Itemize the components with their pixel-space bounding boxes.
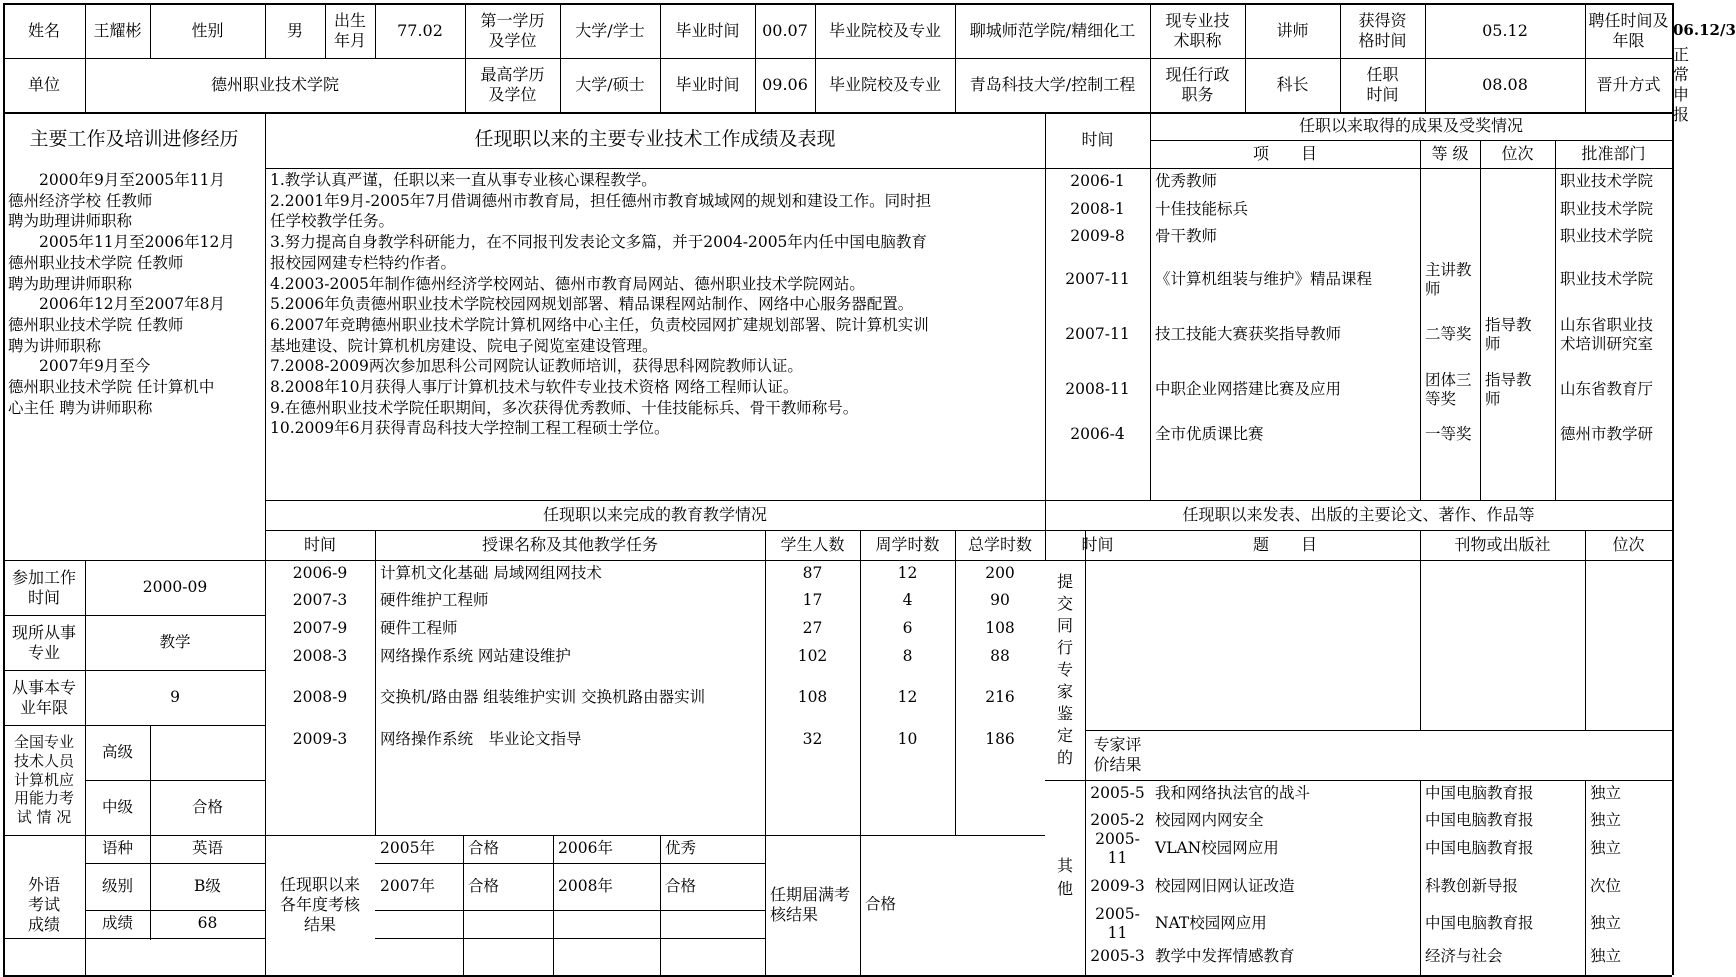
award-dept: 职业技术学院 <box>1560 227 1654 246</box>
awards-col-header: 等 级 <box>1431 144 1469 163</box>
award-level: 一等奖 <box>1425 425 1472 444</box>
assessment-cell: 2008年 <box>558 876 613 895</box>
middle-label: 中级 <box>101 797 133 816</box>
work-history-line: 德州经济学校 任教师 <box>8 191 153 210</box>
lang-level-label: 级别 <box>101 876 133 895</box>
header-cell: 聊城师范学院/精细化工 <box>969 20 1136 40</box>
teaching-total: 216 <box>985 687 1015 706</box>
award-dept: 山东省职业技 术培训研究室 <box>1560 315 1654 353</box>
teaching-students: 17 <box>802 591 823 610</box>
submit-expert-label: 提 交 同 行 专 家 鉴 定 的 <box>1056 571 1073 768</box>
teaching-course: 计算机文化基础 局域网组网技术 <box>380 563 602 582</box>
work-history-line: 德州职业技术学院 任教师 <box>8 315 184 334</box>
achievement-line: 2.2001年9月-2005年7月借调德州市教育局，担任德州市教育城域网的规划和建设工作。同时担 <box>270 191 932 210</box>
work-history-line: 聘为助理讲师职称 <box>8 212 133 231</box>
work-history-line: 心主任 聘为讲师职称 <box>8 398 153 417</box>
header-cell: 任职 时间 <box>1366 65 1399 104</box>
teaching-total: 88 <box>990 646 1010 665</box>
paper-publisher: 科教创新导报 <box>1425 876 1519 895</box>
teaching-col-header: 授课名称及其他教学任务 <box>481 535 658 554</box>
awards-col-header: 批准部门 <box>1581 144 1646 163</box>
header-cell: 现任行政 职务 <box>1165 65 1230 104</box>
header-cell: 男 <box>286 20 303 40</box>
work-history-line: 聘为助理讲师职称 <box>8 274 133 293</box>
teaching-students: 102 <box>797 646 828 665</box>
teaching-col-header: 总学时数 <box>967 535 1032 554</box>
teaching-col-header: 周学时数 <box>875 535 940 554</box>
award-time: 2008-11 <box>1065 380 1130 399</box>
header-cell: 大学/硕士 <box>575 75 645 94</box>
expert-eval-label: 专家评 价结果 <box>1093 735 1142 774</box>
teaching-course: 网络操作系统 网站建设维护 <box>380 646 571 665</box>
teaching-course: 硬件工程师 <box>380 619 458 638</box>
grid-line-v <box>1585 530 1586 730</box>
teaching-course: 硬件维护工程师 <box>380 591 489 610</box>
work-history-line: 德州职业技术学院 任计算机中 <box>8 378 215 397</box>
join-work-label: 参加工作 时间 <box>11 567 76 607</box>
assessment-cell: 2007年 <box>380 876 435 895</box>
header-cell: 讲师 <box>1276 20 1309 40</box>
assessment-cell: 优秀 <box>665 839 697 858</box>
award-item: 十佳技能标兵 <box>1155 200 1249 219</box>
paper-title: NAT校园网应用 <box>1155 914 1267 933</box>
award-rank <box>1481 421 1554 449</box>
major-value: 教学 <box>159 632 191 651</box>
award-dept: 职业技术学院 <box>1560 200 1654 219</box>
term-assessment-label: 任期届满考 核结果 <box>770 885 851 924</box>
award-time: 2007-11 <box>1065 325 1130 344</box>
award-level <box>1421 169 1479 195</box>
work-history-line: 聘为讲师职称 <box>8 336 102 355</box>
grid-line-h <box>375 938 765 939</box>
award-time: 2006-1 <box>1070 172 1125 191</box>
header-cell: 77.02 <box>397 20 443 40</box>
award-dept: 山东省教育厅 <box>1560 380 1654 399</box>
award-dept: 职业技术学院 <box>1560 172 1654 191</box>
header-cell: 大学/学士 <box>575 20 645 40</box>
award-dept: 职业技术学院 <box>1560 270 1654 289</box>
header-cell: 08.08 <box>1482 75 1528 94</box>
teaching-weekly: 10 <box>897 730 918 749</box>
achievement-line: 10.2009年6月获得青岛科技大学控制工程工程硕士学位。 <box>270 419 670 438</box>
assessment-cell: 合格 <box>468 876 500 895</box>
achievement-line: 3.努力提高自身教学科研能力，在不同报刊发表论文多篇，并于2004-2005年内任中国电脑教育 <box>270 233 927 252</box>
teaching-students: 87 <box>802 563 823 582</box>
paper-time: 2005-3 <box>1090 946 1145 965</box>
work-history-text <box>5 170 263 525</box>
award-rank <box>1481 251 1554 309</box>
teaching-weekly: 6 <box>902 619 913 638</box>
award-rank: 指导教 师 <box>1485 315 1532 353</box>
papers-col-header: 题 目 <box>1252 535 1317 554</box>
senior-value <box>151 726 264 779</box>
award-time: 2008-1 <box>1070 200 1125 219</box>
header-cell: 科长 <box>1276 75 1309 94</box>
award-item: 全市优质课比赛 <box>1155 425 1264 444</box>
paper-rank: 独立 <box>1590 783 1622 802</box>
award-rank: 指导教 师 <box>1485 370 1532 408</box>
teaching-time: 2007-9 <box>292 619 348 638</box>
assessment-cell: 合格 <box>665 876 697 895</box>
computer-exam-label: 全国专业 技术人员 计算机应 用能力考 试 情 况 <box>13 733 74 827</box>
achievements-text <box>267 170 1043 490</box>
paper-time: 2009-3 <box>1090 876 1145 895</box>
achievement-line: 9.在德州职业技术学院任职期间，多次获得优秀教师、十佳技能标兵、骨干教师称号。 <box>270 398 859 417</box>
teaching-title: 任现职以来完成的教育教学情况 <box>542 505 767 524</box>
papers-title: 任现职以来发表、出版的主要论文、著作、作品等 <box>1182 505 1535 524</box>
achievement-line: 7.2008-2009两次参加思科公司网院认证教师培训，获得思科网院教师认证。 <box>270 357 803 376</box>
major-label: 现所从事 专业 <box>11 622 76 662</box>
paper-time: 2005-11 <box>1095 829 1140 867</box>
teaching-total: 186 <box>985 730 1015 749</box>
paper-title: 校园网内网安全 <box>1155 811 1264 830</box>
award-item: 技工技能大赛获奖指导教师 <box>1155 325 1342 344</box>
paper-publisher: 中国电脑教育报 <box>1425 914 1534 933</box>
teaching-total: 108 <box>985 619 1015 638</box>
paper-time: 2005-11 <box>1095 904 1140 942</box>
other-papers-label: 其 他 <box>1056 856 1073 898</box>
header-cell: 毕业时间 <box>675 75 740 94</box>
award-rank <box>1481 169 1554 195</box>
work-history-line: 2006年12月至2007年8月 <box>8 295 225 314</box>
award-rank <box>1481 225 1554 249</box>
header-cell: 第一学历 及学位 <box>480 10 545 50</box>
work-history-line: 2007年9月至今 <box>8 357 151 376</box>
grid-line-v <box>1672 3 1674 975</box>
teaching-course: 交换机/路由器 组装维护实训 交换机路由器实训 <box>380 687 706 706</box>
header-cell: 最高学历 及学位 <box>480 65 545 104</box>
teaching-time: 2006-9 <box>292 563 348 582</box>
achievement-line: 报校园网建专栏特约作者。 <box>270 253 457 272</box>
assessment-cell: 2005年 <box>380 839 435 858</box>
papers-col-header: 位次 <box>1612 535 1645 554</box>
assessment-cell: 合格 <box>468 839 500 858</box>
lang-type-value: 英语 <box>191 839 223 858</box>
award-item: 优秀教师 <box>1155 172 1218 191</box>
header-cell: 06.12/3 <box>1673 21 1736 40</box>
papers-col-header: 时间 <box>1081 535 1114 554</box>
awards-title: 任职以来取得的成果及受奖情况 <box>1298 116 1523 135</box>
work-history-line: 2000年9月至2005年11月 <box>8 171 225 189</box>
award-item: 《计算机组装与维护》精品课程 <box>1155 270 1373 289</box>
header-cell: 性别 <box>191 20 224 40</box>
award-dept: 德州市教学研 <box>1560 425 1654 444</box>
award-time: 2007-11 <box>1065 270 1130 289</box>
foreign-lang-label: 外语 考试 成绩 <box>27 875 60 934</box>
header-cell: 毕业院校及专业 <box>828 75 941 94</box>
lang-level-value: B级 <box>194 876 221 895</box>
lang-type-label: 语种 <box>101 839 133 858</box>
achievement-line: 8.2008年10月获得人事厅计算机技术与软件专业技术资格 网络工程师认证。 <box>270 378 799 397</box>
awards-col-header: 位次 <box>1501 144 1534 163</box>
achievement-line: 5.2006年负责德州职业技术学院校园网规划部署、精品课程网站制作、网络中心服务器配置。 <box>270 295 914 314</box>
paper-title: VLAN校园网应用 <box>1155 839 1279 858</box>
header-cell: 毕业院校及专业 <box>828 20 941 40</box>
header-cell: 姓名 <box>27 20 60 40</box>
grid-line-v <box>1420 530 1421 730</box>
achievement-line: 4.2003-2005年制作德州经济学校网站、德州市教育局网站、德州职业技术学院网站。 <box>270 274 865 293</box>
header-cell: 正常申报 <box>1673 45 1690 124</box>
header-cell: 09.06 <box>762 75 808 94</box>
achievement-line: 1.教学认真严谨，任职以来一直从事专业核心课程教学。 <box>270 171 657 189</box>
achievement-line: 任学校教学任务。 <box>270 212 395 231</box>
paper-rank: 独立 <box>1590 811 1622 830</box>
header-cell: 毕业时间 <box>675 20 740 40</box>
awards-col-header: 项 目 <box>1252 144 1317 163</box>
paper-rank: 独立 <box>1590 914 1622 933</box>
teaching-col-header: 时间 <box>303 535 336 554</box>
award-item: 中职企业网搭建比赛及应用 <box>1155 380 1342 399</box>
award-level <box>1421 225 1479 249</box>
work-history-title: 主要工作及培训进修经历 <box>29 128 239 151</box>
papers-col-header: 刊物或出版社 <box>1454 535 1551 554</box>
term-assessment-value: 合格 <box>865 895 897 914</box>
awards-time-header: 时间 <box>1081 130 1114 149</box>
paper-publisher: 中国电脑教育报 <box>1425 811 1534 830</box>
lang-score-label: 成绩 <box>101 914 133 933</box>
assessment-label: 任现职以来 各年度考核 结果 <box>279 875 360 934</box>
teaching-course: 网络操作系统 毕业论文指导 <box>380 730 582 749</box>
award-level: 主讲教 师 <box>1425 260 1472 298</box>
assessment-cell: 2006年 <box>558 839 613 858</box>
paper-time: 2005-2 <box>1090 811 1145 830</box>
teaching-total: 200 <box>985 563 1015 582</box>
paper-title: 我和网络执法官的战斗 <box>1155 783 1311 802</box>
award-rank <box>1481 197 1554 223</box>
header-cell: 德州职业技术学院 <box>210 75 339 94</box>
teaching-weekly: 12 <box>897 563 918 582</box>
years-value: 9 <box>170 687 180 706</box>
header-cell: 王耀彬 <box>93 20 142 40</box>
paper-rank: 独立 <box>1590 946 1622 965</box>
teaching-time: 2008-3 <box>292 646 348 665</box>
award-level <box>1421 197 1479 223</box>
paper-title: 校园网旧网认证改造 <box>1155 876 1295 895</box>
teaching-time: 2008-9 <box>292 687 348 706</box>
header-cell: 00.07 <box>762 20 808 40</box>
achievement-line: 6.2007年竞聘德州职业技术学院计算机网络中心主任，负责校园网扩建规划部署、院计算机实训 <box>270 315 929 334</box>
header-cell: 出生 年月 <box>333 10 366 50</box>
grid-line-h <box>375 910 765 911</box>
teaching-time: 2009-3 <box>292 730 348 749</box>
achievement-line: 基地建设、院计算机机房建设、院电子阅览室建设管理。 <box>270 336 658 355</box>
lang-score-value: 68 <box>197 914 218 933</box>
header-cell: 05.12 <box>1482 20 1528 40</box>
teaching-col-header: 学生人数 <box>780 535 845 554</box>
paper-publisher: 中国电脑教育报 <box>1425 783 1534 802</box>
paper-rank: 次位 <box>1590 876 1622 895</box>
years-label: 从事本专 业年限 <box>11 677 76 717</box>
teaching-weekly: 12 <box>897 687 918 706</box>
header-cell: 单位 <box>27 75 60 94</box>
teaching-students: 27 <box>802 619 823 638</box>
header-cell: 聘任时间及 年限 <box>1588 10 1669 50</box>
award-item: 骨干教师 <box>1155 227 1218 246</box>
award-time: 2006-4 <box>1070 425 1125 444</box>
header-cell: 青岛科技大学/控制工程 <box>969 75 1136 94</box>
teaching-students: 108 <box>797 687 828 706</box>
achievements-title: 任现职以来的主要专业技术工作成绩及表现 <box>474 128 836 151</box>
teaching-time: 2007-3 <box>292 591 348 610</box>
paper-time: 2005-5 <box>1090 783 1145 802</box>
work-history-line: 2005年11月至2006年12月 <box>8 233 235 252</box>
header-cell: 获得资 格时间 <box>1358 10 1407 50</box>
paper-rank: 独立 <box>1590 839 1622 858</box>
paper-title: 教学中发挥情感教育 <box>1155 946 1295 965</box>
paper-publisher: 经济与社会 <box>1425 946 1503 965</box>
teaching-weekly: 8 <box>902 646 913 665</box>
grid-line-h <box>1085 730 1672 731</box>
award-level: 团体三 等奖 <box>1425 370 1472 408</box>
paper-publisher: 中国电脑教育报 <box>1425 839 1534 858</box>
teaching-total: 90 <box>990 591 1010 610</box>
teaching-weekly: 4 <box>902 591 913 610</box>
header-cell: 晋升方式 <box>1596 75 1661 94</box>
join-work-value: 2000-09 <box>142 577 208 596</box>
senior-label: 高级 <box>101 742 133 761</box>
middle-value: 合格 <box>191 797 223 816</box>
work-history-line: 德州职业技术学院 任教师 <box>8 253 184 272</box>
header-cell: 现专业技 术职称 <box>1165 10 1230 50</box>
award-level: 二等奖 <box>1425 325 1472 344</box>
award-time: 2009-8 <box>1070 227 1125 246</box>
teaching-students: 32 <box>802 730 823 749</box>
